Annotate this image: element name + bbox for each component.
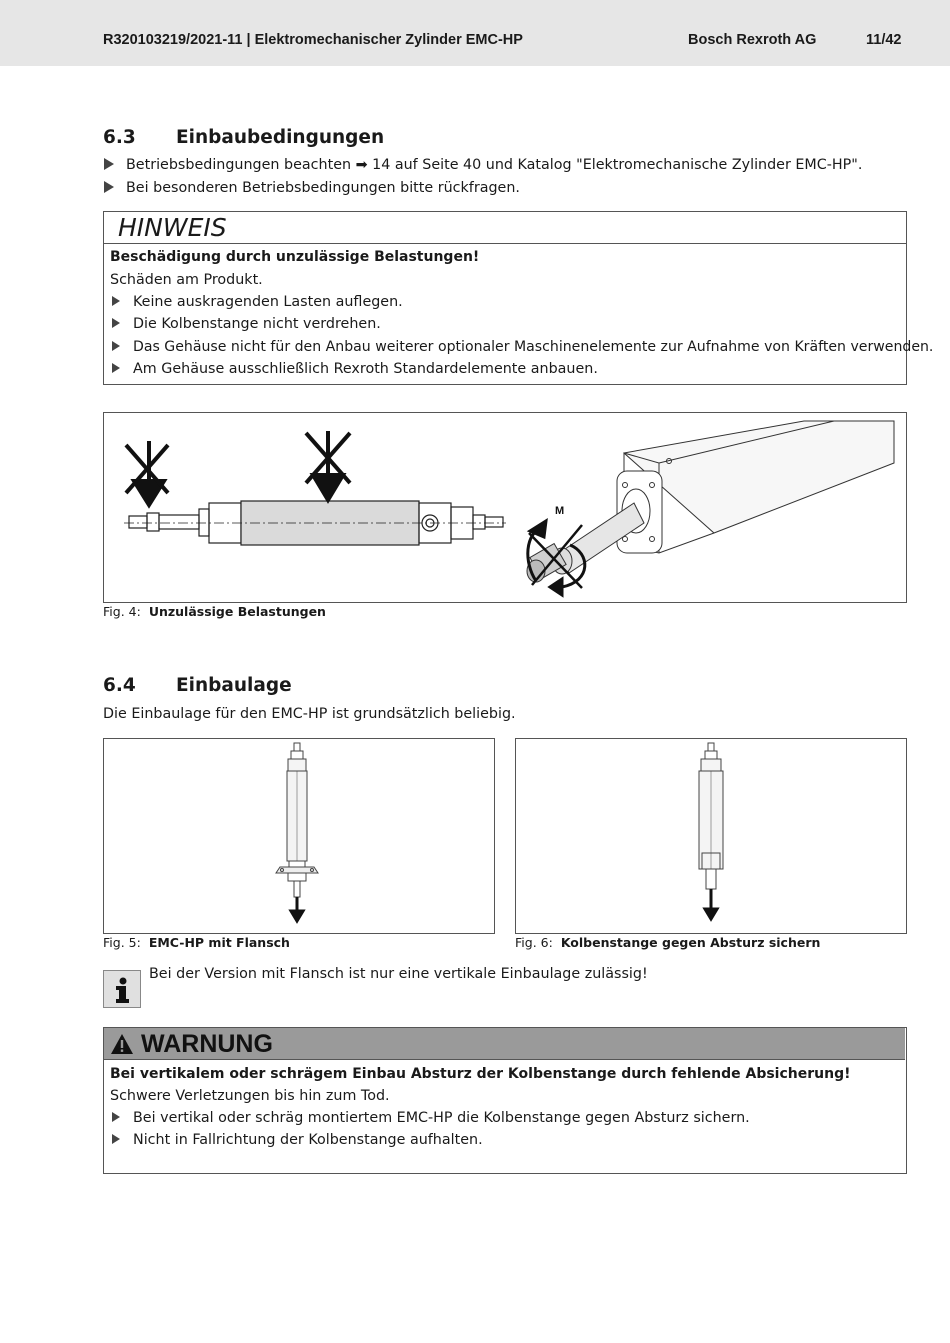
section-number: 6.4	[103, 675, 136, 696]
list-item: Betriebsbedingungen beachten ➡ 14 auf Seite 40 und Katalog "Elektromechanische Zylinder EMC-HP".	[104, 157, 862, 173]
forbidden-load-arrow-icon	[306, 431, 350, 500]
notice-headline: Beschädigung durch unzulässige Belastungen!	[110, 249, 480, 265]
info-icon	[103, 970, 141, 1008]
down-arrow-icon	[705, 889, 717, 919]
figure-6-frame	[515, 738, 907, 934]
warning-headline: Bei vertikalem oder schrägem Einbau Absturz der Kolbenstange durch fehlende Absicherung!	[110, 1066, 851, 1082]
figure-4-caption: Fig. 4: Unzulässige Belastungen	[103, 604, 326, 619]
figure-5-caption: Fig. 5: EMC-HP mit Flansch	[103, 935, 290, 950]
list-item: Nicht in Fallrichtung der Kolbenstange aufhalten.	[112, 1132, 483, 1148]
section-intro: Die Einbaulage für den EMC-HP ist grundsätzlich beliebig.	[103, 706, 516, 722]
cylinder-side-view	[124, 501, 506, 545]
notice-divider	[104, 243, 906, 244]
vertical-rod-secure-illustration	[516, 739, 906, 933]
page-number: 11/42	[866, 32, 902, 48]
bullet-arrow-icon	[112, 341, 120, 351]
list-item: Die Kolbenstange nicht verdrehen.	[112, 316, 381, 332]
notice-title: HINWEIS	[118, 213, 227, 242]
section-title: Einbaulage	[176, 675, 292, 696]
warning-consequence: Schwere Verletzungen bis hin zum Tod.	[110, 1088, 390, 1104]
section-heading-6-3	[103, 127, 384, 148]
figure-4-frame	[103, 412, 907, 603]
bullet-arrow-icon	[112, 363, 120, 373]
forbidden-load-arrow-icon	[126, 441, 168, 505]
bullet-arrow-icon	[104, 158, 114, 170]
bullet-arrow-icon	[112, 1134, 120, 1144]
company-name: Bosch Rexroth AG	[688, 32, 817, 48]
figure-6-caption: Fig. 6: Kolbenstange gegen Absturz sichern	[515, 935, 821, 950]
section-title: Einbaubedingungen	[176, 127, 385, 148]
warning-title: WARNUNG	[141, 1030, 273, 1058]
bullet-arrow-icon	[112, 318, 120, 328]
moment-label: M	[555, 505, 565, 517]
warning-triangle-icon	[110, 1033, 134, 1055]
list-item: Bei vertikal oder schräg montiertem EMC-HP die Kolbenstange gegen Absturz sichern.	[112, 1110, 750, 1126]
page-header	[0, 0, 950, 66]
vertical-flange-mount-illustration	[104, 739, 494, 933]
list-item: Am Gehäuse ausschließlich Rexroth Standardelemente anbauen.	[112, 361, 598, 377]
bullet-arrow-icon	[112, 1112, 120, 1122]
down-arrow-icon	[291, 897, 303, 921]
figure-5-frame	[103, 738, 495, 934]
section-number: 6.3	[103, 127, 136, 148]
info-text: Bei der Version mit Flansch ist nur eine vertikale Einbaulage zulässig!	[149, 966, 648, 982]
bullet-arrow-icon	[104, 181, 114, 193]
list-item: Das Gehäuse nicht für den Anbau weiterer optionaler Maschinenelemente zur Aufnahme von Kräften verwenden.	[112, 339, 933, 355]
list-item: Keine auskragenden Lasten auflegen.	[112, 294, 403, 310]
section-heading-6-4	[103, 675, 292, 696]
notice-consequence: Schäden am Produkt.	[110, 272, 263, 288]
forbidden-loads-illustration	[104, 413, 906, 602]
doc-reference: R320103219/2021-11 | Elektromechanischer Zylinder EMC-HP	[103, 32, 523, 48]
list-item: Bei besonderen Betriebsbedingungen bitte rückfragen.	[104, 180, 520, 196]
bullet-arrow-icon	[112, 296, 120, 306]
